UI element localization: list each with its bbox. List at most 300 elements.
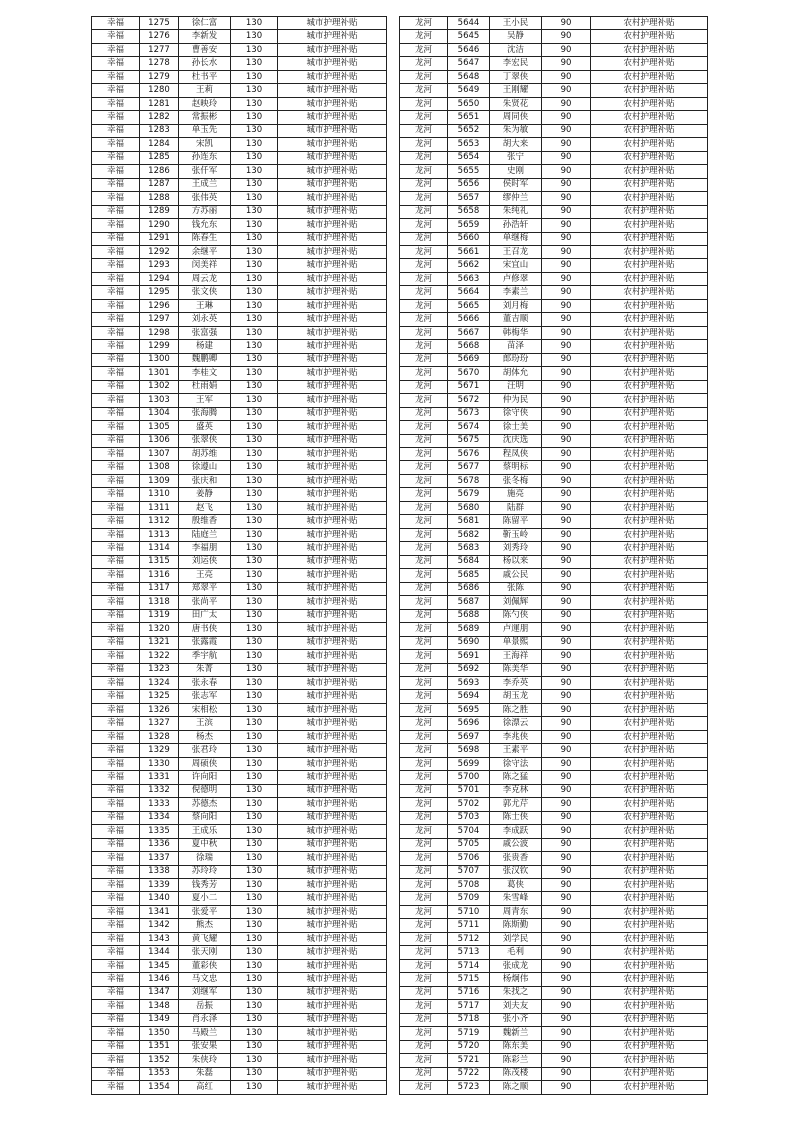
town-cell: 龙河 bbox=[400, 219, 448, 232]
town-cell: 幸福 bbox=[92, 192, 140, 205]
name-cell: 郭尤芹 bbox=[490, 798, 542, 811]
id-cell: 1307 bbox=[140, 448, 179, 461]
id-cell: 5702 bbox=[448, 798, 490, 811]
table-row bbox=[92, 1027, 387, 1040]
name-cell: 刘夫友 bbox=[490, 1000, 542, 1013]
id-cell: 1333 bbox=[140, 798, 179, 811]
id-cell: 1296 bbox=[140, 299, 179, 312]
amount-cell: 130 bbox=[231, 17, 278, 30]
name-cell: 朱侠玲 bbox=[179, 1054, 231, 1067]
town-cell: 龙河 bbox=[400, 932, 448, 945]
amount-cell: 90 bbox=[542, 852, 591, 865]
amount-cell: 130 bbox=[231, 623, 278, 636]
id-cell: 5711 bbox=[448, 919, 490, 932]
town-cell: 龙河 bbox=[400, 852, 448, 865]
name-cell: 肖永泽 bbox=[179, 1013, 231, 1026]
town-cell: 龙河 bbox=[400, 1040, 448, 1053]
table-row bbox=[400, 623, 708, 636]
amount-cell: 90 bbox=[542, 70, 591, 83]
id-cell: 5680 bbox=[448, 501, 490, 514]
category-cell: 农村护理补贴 bbox=[591, 380, 708, 393]
name-cell: 徐守法 bbox=[490, 757, 542, 770]
table-row bbox=[400, 757, 708, 770]
category-cell: 农村护理补贴 bbox=[591, 259, 708, 272]
town-cell: 龙河 bbox=[400, 232, 448, 245]
category-cell: 农村护理补贴 bbox=[591, 569, 708, 582]
town-cell: 幸福 bbox=[92, 232, 140, 245]
amount-cell: 90 bbox=[542, 17, 591, 30]
id-cell: 1317 bbox=[140, 582, 179, 595]
category-cell: 农村护理补贴 bbox=[591, 353, 708, 366]
town-cell: 龙河 bbox=[400, 1054, 448, 1067]
table-row bbox=[92, 515, 387, 528]
name-cell: 刘月梅 bbox=[490, 299, 542, 312]
amount-cell: 90 bbox=[542, 380, 591, 393]
name-cell: 杨建 bbox=[179, 340, 231, 353]
table-row bbox=[400, 569, 708, 582]
id-cell: 1347 bbox=[140, 986, 179, 999]
amount-cell: 130 bbox=[231, 205, 278, 218]
category-cell: 城市护理补贴 bbox=[278, 192, 387, 205]
id-cell: 5677 bbox=[448, 461, 490, 474]
amount-cell: 130 bbox=[231, 259, 278, 272]
category-cell: 城市护理补贴 bbox=[278, 1081, 387, 1094]
table-row bbox=[400, 219, 708, 232]
category-cell: 农村护理补贴 bbox=[591, 986, 708, 999]
town-cell: 龙河 bbox=[400, 838, 448, 851]
town-cell: 幸福 bbox=[92, 488, 140, 501]
name-cell: 卢運朋 bbox=[490, 623, 542, 636]
name-cell: 刘永英 bbox=[179, 313, 231, 326]
id-cell: 1277 bbox=[140, 43, 179, 56]
name-cell: 张爱平 bbox=[179, 905, 231, 918]
id-cell: 1286 bbox=[140, 165, 179, 178]
table-row bbox=[92, 528, 387, 541]
amount-cell: 90 bbox=[542, 138, 591, 151]
category-cell: 城市护理补贴 bbox=[278, 43, 387, 56]
name-cell: 苏德杰 bbox=[179, 798, 231, 811]
category-cell: 城市护理补贴 bbox=[278, 676, 387, 689]
name-cell: 宋相松 bbox=[179, 703, 231, 716]
amount-cell: 90 bbox=[542, 959, 591, 972]
town-cell: 龙河 bbox=[400, 569, 448, 582]
category-cell: 城市护理补贴 bbox=[278, 1054, 387, 1067]
table-row bbox=[400, 528, 708, 541]
category-cell: 城市护理补贴 bbox=[278, 326, 387, 339]
id-cell: 5645 bbox=[448, 30, 490, 43]
id-cell: 1314 bbox=[140, 542, 179, 555]
category-cell: 农村护理补贴 bbox=[591, 730, 708, 743]
id-cell: 1353 bbox=[140, 1067, 179, 1080]
category-cell: 城市护理补贴 bbox=[278, 1067, 387, 1080]
table-row bbox=[92, 299, 387, 312]
table-row bbox=[92, 569, 387, 582]
name-cell: 高红 bbox=[179, 1081, 231, 1094]
name-cell: 曹善安 bbox=[179, 43, 231, 56]
name-cell: 李克林 bbox=[490, 784, 542, 797]
town-cell: 幸福 bbox=[92, 394, 140, 407]
town-cell: 幸福 bbox=[92, 57, 140, 70]
table-row bbox=[92, 1054, 387, 1067]
table-row bbox=[92, 407, 387, 420]
name-cell: 王滨 bbox=[179, 717, 231, 730]
category-cell: 农村护理补贴 bbox=[591, 151, 708, 164]
name-cell: 杨杰 bbox=[179, 730, 231, 743]
table-row bbox=[92, 811, 387, 824]
amount-cell: 130 bbox=[231, 1027, 278, 1040]
town-cell: 幸福 bbox=[92, 798, 140, 811]
amount-cell: 90 bbox=[542, 798, 591, 811]
category-cell: 城市护理补贴 bbox=[278, 448, 387, 461]
id-cell: 1344 bbox=[140, 946, 179, 959]
amount-cell: 90 bbox=[542, 973, 591, 986]
town-cell: 龙河 bbox=[400, 663, 448, 676]
name-cell: 陈之顺 bbox=[490, 1081, 542, 1094]
id-cell: 1349 bbox=[140, 1013, 179, 1026]
town-cell: 幸福 bbox=[92, 97, 140, 110]
town-cell: 龙河 bbox=[400, 70, 448, 83]
name-cell: 周同侠 bbox=[490, 111, 542, 124]
amount-cell: 130 bbox=[231, 286, 278, 299]
table-row bbox=[92, 394, 387, 407]
table-row bbox=[92, 205, 387, 218]
town-cell: 幸福 bbox=[92, 1027, 140, 1040]
amount-cell: 130 bbox=[231, 717, 278, 730]
table-row bbox=[92, 340, 387, 353]
id-cell: 5690 bbox=[448, 636, 490, 649]
amount-cell: 130 bbox=[231, 245, 278, 258]
table-row bbox=[92, 138, 387, 151]
id-cell: 5722 bbox=[448, 1067, 490, 1080]
category-cell: 农村护理补贴 bbox=[591, 905, 708, 918]
name-cell: 王莉 bbox=[179, 84, 231, 97]
table-row bbox=[92, 43, 387, 56]
town-cell: 幸福 bbox=[92, 663, 140, 676]
table-row bbox=[400, 1040, 708, 1053]
table-row bbox=[92, 555, 387, 568]
category-cell: 城市护理补贴 bbox=[278, 1013, 387, 1026]
table-row bbox=[400, 17, 708, 30]
table-row bbox=[400, 448, 708, 461]
table-row bbox=[92, 757, 387, 770]
id-cell: 1343 bbox=[140, 932, 179, 945]
amount-cell: 90 bbox=[542, 340, 591, 353]
category-cell: 城市护理补贴 bbox=[278, 340, 387, 353]
name-cell: 杜书平 bbox=[179, 70, 231, 83]
id-cell: 5706 bbox=[448, 852, 490, 865]
name-cell: 朱磊 bbox=[179, 1067, 231, 1080]
table-row bbox=[400, 178, 708, 191]
table-row bbox=[400, 932, 708, 945]
category-cell: 农村护理补贴 bbox=[591, 676, 708, 689]
id-cell: 1279 bbox=[140, 70, 179, 83]
town-cell: 龙河 bbox=[400, 501, 448, 514]
id-cell: 1328 bbox=[140, 730, 179, 743]
right-roster-table bbox=[399, 16, 708, 1095]
name-cell: 胡体允 bbox=[490, 367, 542, 380]
name-cell: 葛侠 bbox=[490, 879, 542, 892]
category-cell: 农村护理补贴 bbox=[591, 84, 708, 97]
name-cell: 王召龙 bbox=[490, 245, 542, 258]
table-row bbox=[92, 501, 387, 514]
name-cell: 王海祥 bbox=[490, 650, 542, 663]
category-cell: 城市护理补贴 bbox=[278, 811, 387, 824]
town-cell: 幸福 bbox=[92, 744, 140, 757]
name-cell: 孙浩轩 bbox=[490, 219, 542, 232]
table-row bbox=[400, 353, 708, 366]
amount-cell: 130 bbox=[231, 192, 278, 205]
amount-cell: 130 bbox=[231, 367, 278, 380]
amount-cell: 130 bbox=[231, 838, 278, 851]
table-row bbox=[92, 461, 387, 474]
amount-cell: 130 bbox=[231, 340, 278, 353]
table-row bbox=[400, 676, 708, 689]
amount-cell: 90 bbox=[542, 663, 591, 676]
amount-cell: 90 bbox=[542, 609, 591, 622]
amount-cell: 130 bbox=[231, 825, 278, 838]
name-cell: 吴静 bbox=[490, 30, 542, 43]
amount-cell: 90 bbox=[542, 569, 591, 582]
name-cell: 单玉先 bbox=[179, 124, 231, 137]
table-row bbox=[400, 272, 708, 285]
town-cell: 幸福 bbox=[92, 784, 140, 797]
table-row bbox=[92, 690, 387, 703]
name-cell: 张志军 bbox=[179, 690, 231, 703]
town-cell: 幸福 bbox=[92, 757, 140, 770]
name-cell: 徐漂云 bbox=[490, 717, 542, 730]
amount-cell: 90 bbox=[542, 192, 591, 205]
name-cell: 李兆侠 bbox=[490, 730, 542, 743]
table-row bbox=[92, 165, 387, 178]
amount-cell: 130 bbox=[231, 932, 278, 945]
town-cell: 幸福 bbox=[92, 407, 140, 420]
category-cell: 农村护理补贴 bbox=[591, 1013, 708, 1026]
town-cell: 幸福 bbox=[92, 811, 140, 824]
category-cell: 农村护理补贴 bbox=[591, 272, 708, 285]
table-row bbox=[92, 474, 387, 487]
name-cell: 姜静 bbox=[179, 488, 231, 501]
id-cell: 1302 bbox=[140, 380, 179, 393]
name-cell: 常振彬 bbox=[179, 111, 231, 124]
name-cell: 李桂文 bbox=[179, 367, 231, 380]
table-row bbox=[400, 986, 708, 999]
left-roster-table bbox=[91, 16, 387, 1095]
amount-cell: 130 bbox=[231, 1040, 278, 1053]
id-cell: 5670 bbox=[448, 367, 490, 380]
town-cell: 幸福 bbox=[92, 1000, 140, 1013]
category-cell: 城市护理补贴 bbox=[278, 905, 387, 918]
name-cell: 李福朋 bbox=[179, 542, 231, 555]
table-row bbox=[400, 84, 708, 97]
category-cell: 城市护理补贴 bbox=[278, 1000, 387, 1013]
id-cell: 5659 bbox=[448, 219, 490, 232]
amount-cell: 90 bbox=[542, 623, 591, 636]
table-row bbox=[400, 340, 708, 353]
name-cell: 宋宜山 bbox=[490, 259, 542, 272]
category-cell: 城市护理补贴 bbox=[278, 178, 387, 191]
id-cell: 5712 bbox=[448, 932, 490, 945]
town-cell: 龙河 bbox=[400, 676, 448, 689]
amount-cell: 130 bbox=[231, 313, 278, 326]
amount-cell: 90 bbox=[542, 879, 591, 892]
table-row bbox=[400, 825, 708, 838]
table-row bbox=[400, 245, 708, 258]
town-cell: 幸福 bbox=[92, 219, 140, 232]
amount-cell: 130 bbox=[231, 582, 278, 595]
town-cell: 幸福 bbox=[92, 138, 140, 151]
name-cell: 朱贤花 bbox=[490, 97, 542, 110]
category-cell: 城市护理补贴 bbox=[278, 407, 387, 420]
amount-cell: 90 bbox=[542, 1000, 591, 1013]
town-cell: 龙河 bbox=[400, 313, 448, 326]
id-cell: 1284 bbox=[140, 138, 179, 151]
category-cell: 城市护理补贴 bbox=[278, 690, 387, 703]
amount-cell: 130 bbox=[231, 690, 278, 703]
id-cell: 5679 bbox=[448, 488, 490, 501]
town-cell: 龙河 bbox=[400, 165, 448, 178]
amount-cell: 130 bbox=[231, 474, 278, 487]
category-cell: 农村护理补贴 bbox=[591, 542, 708, 555]
name-cell: 王小民 bbox=[490, 17, 542, 30]
id-cell: 5674 bbox=[448, 421, 490, 434]
table-row bbox=[92, 30, 387, 43]
name-cell: 熊杰 bbox=[179, 919, 231, 932]
town-cell: 幸福 bbox=[92, 986, 140, 999]
town-cell: 幸福 bbox=[92, 959, 140, 972]
name-cell: 韩梅华 bbox=[490, 326, 542, 339]
amount-cell: 90 bbox=[542, 84, 591, 97]
name-cell: 王琳 bbox=[179, 299, 231, 312]
id-cell: 1297 bbox=[140, 313, 179, 326]
amount-cell: 90 bbox=[542, 730, 591, 743]
category-cell: 城市护理补贴 bbox=[278, 703, 387, 716]
id-cell: 1324 bbox=[140, 676, 179, 689]
table-row bbox=[400, 879, 708, 892]
id-cell: 1311 bbox=[140, 501, 179, 514]
name-cell: 朱找之 bbox=[490, 986, 542, 999]
category-cell: 农村护理补贴 bbox=[591, 232, 708, 245]
town-cell: 龙河 bbox=[400, 879, 448, 892]
id-cell: 1350 bbox=[140, 1027, 179, 1040]
table-row bbox=[400, 434, 708, 447]
category-cell: 农村护理补贴 bbox=[591, 299, 708, 312]
table-row bbox=[92, 259, 387, 272]
table-row bbox=[400, 421, 708, 434]
town-cell: 幸福 bbox=[92, 124, 140, 137]
name-cell: 岳振 bbox=[179, 1000, 231, 1013]
amount-cell: 130 bbox=[231, 703, 278, 716]
town-cell: 龙河 bbox=[400, 124, 448, 137]
id-cell: 1305 bbox=[140, 421, 179, 434]
id-cell: 5655 bbox=[448, 165, 490, 178]
town-cell: 龙河 bbox=[400, 757, 448, 770]
table-row bbox=[92, 1013, 387, 1026]
amount-cell: 130 bbox=[231, 528, 278, 541]
id-cell: 5660 bbox=[448, 232, 490, 245]
town-cell: 龙河 bbox=[400, 272, 448, 285]
id-cell: 1303 bbox=[140, 394, 179, 407]
amount-cell: 130 bbox=[231, 407, 278, 420]
id-cell: 5699 bbox=[448, 757, 490, 770]
category-cell: 城市护理补贴 bbox=[278, 879, 387, 892]
town-cell: 龙河 bbox=[400, 623, 448, 636]
table-row bbox=[400, 1000, 708, 1013]
town-cell: 龙河 bbox=[400, 905, 448, 918]
name-cell: 徐遵山 bbox=[179, 461, 231, 474]
name-cell: 张永春 bbox=[179, 676, 231, 689]
town-cell: 龙河 bbox=[400, 97, 448, 110]
id-cell: 1340 bbox=[140, 892, 179, 905]
id-cell: 1345 bbox=[140, 959, 179, 972]
category-cell: 农村护理补贴 bbox=[591, 70, 708, 83]
town-cell: 龙河 bbox=[400, 1013, 448, 1026]
name-cell: 张翠侠 bbox=[179, 434, 231, 447]
amount-cell: 130 bbox=[231, 299, 278, 312]
table-row bbox=[400, 380, 708, 393]
amount-cell: 90 bbox=[542, 111, 591, 124]
name-cell: 夏中秋 bbox=[179, 838, 231, 851]
name-cell: 陈斯勤 bbox=[490, 919, 542, 932]
amount-cell: 90 bbox=[542, 1040, 591, 1053]
id-cell: 5710 bbox=[448, 905, 490, 918]
amount-cell: 90 bbox=[542, 1067, 591, 1080]
id-cell: 1326 bbox=[140, 703, 179, 716]
table-row bbox=[92, 326, 387, 339]
town-cell: 龙河 bbox=[400, 771, 448, 784]
amount-cell: 130 bbox=[231, 30, 278, 43]
amount-cell: 130 bbox=[231, 84, 278, 97]
amount-cell: 130 bbox=[231, 757, 278, 770]
name-cell: 陆群 bbox=[490, 501, 542, 514]
id-cell: 5695 bbox=[448, 703, 490, 716]
amount-cell: 130 bbox=[231, 1067, 278, 1080]
table-row bbox=[92, 663, 387, 676]
table-row bbox=[400, 488, 708, 501]
amount-cell: 90 bbox=[542, 892, 591, 905]
name-cell: 黄飞耀 bbox=[179, 932, 231, 945]
id-cell: 1342 bbox=[140, 919, 179, 932]
name-cell: 张天刚 bbox=[179, 946, 231, 959]
category-cell: 农村护理补贴 bbox=[591, 784, 708, 797]
amount-cell: 130 bbox=[231, 57, 278, 70]
id-cell: 1319 bbox=[140, 609, 179, 622]
id-cell: 1352 bbox=[140, 1054, 179, 1067]
table-row bbox=[92, 542, 387, 555]
name-cell: 马殿兰 bbox=[179, 1027, 231, 1040]
category-cell: 城市护理补贴 bbox=[278, 461, 387, 474]
town-cell: 龙河 bbox=[400, 959, 448, 972]
amount-cell: 130 bbox=[231, 596, 278, 609]
table-row bbox=[92, 192, 387, 205]
category-cell: 农村护理补贴 bbox=[591, 636, 708, 649]
category-cell: 城市护理补贴 bbox=[278, 784, 387, 797]
name-cell: 刘佩辉 bbox=[490, 596, 542, 609]
id-cell: 5697 bbox=[448, 730, 490, 743]
amount-cell: 130 bbox=[231, 676, 278, 689]
amount-cell: 90 bbox=[542, 421, 591, 434]
category-cell: 城市护理补贴 bbox=[278, 555, 387, 568]
amount-cell: 130 bbox=[231, 1054, 278, 1067]
category-cell: 农村护理补贴 bbox=[591, 1027, 708, 1040]
table-row bbox=[400, 542, 708, 555]
name-cell: 张君玲 bbox=[179, 744, 231, 757]
table-row bbox=[400, 811, 708, 824]
id-cell: 1299 bbox=[140, 340, 179, 353]
town-cell: 龙河 bbox=[400, 434, 448, 447]
table-row bbox=[92, 245, 387, 258]
category-cell: 城市护理补贴 bbox=[278, 636, 387, 649]
category-cell: 农村护理补贴 bbox=[591, 97, 708, 110]
